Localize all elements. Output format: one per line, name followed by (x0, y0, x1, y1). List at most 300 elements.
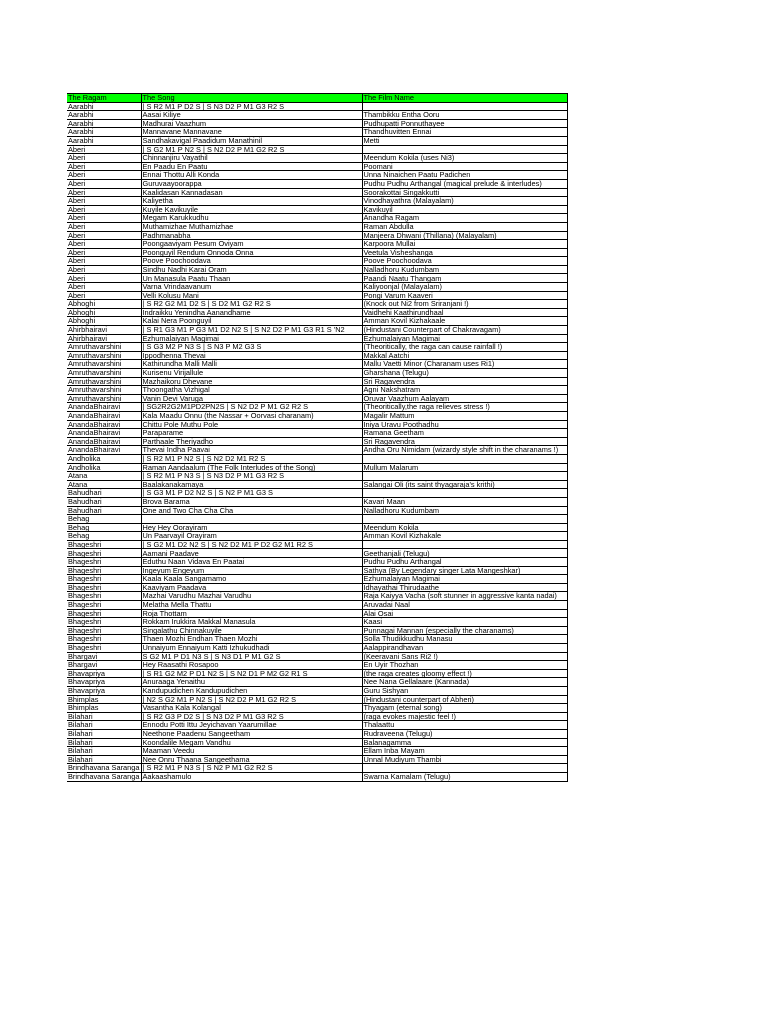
table-row (67, 179, 567, 188)
table-row (67, 437, 567, 446)
cell-ragam: Aberi (67, 162, 141, 171)
cell-film-name: Raja Kaiyya Vacha (soft stunner in aggressive kanta nadai) (362, 592, 567, 601)
cell-song: Brova Barama (141, 497, 362, 506)
header-row (67, 94, 567, 103)
cell-song: Thevai Indha Paavai (141, 446, 362, 455)
table-row (67, 463, 567, 472)
table-row (67, 377, 567, 386)
table-row (67, 583, 567, 592)
cell-song: Baalakanakamaya (141, 480, 362, 489)
cell-film-name (362, 102, 567, 111)
cell-song: Vasantha Kala Kolangal (141, 704, 362, 713)
cell-film-name: Punnagai Mannan (especially the charanams) (362, 626, 567, 635)
table-row (67, 205, 567, 214)
cell-song: Guruvaayoorappa (141, 179, 362, 188)
table-row (67, 343, 567, 352)
table-row (67, 472, 567, 481)
cell-ragam: Aberi (67, 145, 141, 154)
table-row (67, 497, 567, 506)
table-row (67, 635, 567, 644)
cell-song: | N2 S G2 M1 P N2 S | S N2 D2 P M1 G2 R2 S (141, 695, 362, 704)
cell-song: Kaala Kaala Sangamamo (141, 575, 362, 584)
table-row (67, 222, 567, 231)
cell-song: Ippodhenna Thevai (141, 351, 362, 360)
cell-ragam: Aberi (67, 154, 141, 163)
table-row (67, 601, 567, 610)
table-row (67, 549, 567, 558)
cell-ragam: Aberi (67, 257, 141, 266)
cell-film-name: Pudhu Pudhu Arthangal (362, 558, 567, 567)
cell-song: En Paadu En Paatu (141, 162, 362, 171)
cell-film-name: Karpoora Mullai (362, 240, 567, 249)
cell-song (141, 515, 362, 524)
cell-film-name: Nalladhoru Kudumbam (362, 506, 567, 515)
table-row (67, 326, 567, 335)
cell-song: Ezhumalaiyan Magimai (141, 334, 362, 343)
cell-song: Sindhu Nadhi Karai Oram (141, 265, 362, 274)
cell-ragam: Amruthavarshini (67, 360, 141, 369)
cell-song: | S R2 G2 M1 D2 S | S D2 M1 G2 R2 S (141, 300, 362, 309)
table-row (67, 480, 567, 489)
cell-ragam: Bhageshri (67, 566, 141, 575)
cell-song: | S G3 M1 P D2 N2 S | S N2 P M1 G3 S (141, 489, 362, 498)
table-row (67, 394, 567, 403)
cell-ragam: Amruthavarshini (67, 394, 141, 403)
table-row (67, 721, 567, 730)
cell-song: | S R1 G3 M1 P G3 M1 D2 N2 S | S N2 D2 P M1 G3 R1 S 'N2 (141, 326, 362, 335)
cell-ragam: Atana (67, 480, 141, 489)
cell-ragam: Bhargavi (67, 661, 141, 670)
cell-film-name: Kaasi (362, 618, 567, 627)
table-row (67, 411, 567, 420)
cell-song: | S R2 M1 P N2 S | S N2 D2 M1 R2 S (141, 454, 362, 463)
cell-song: Aakaashamulo (141, 772, 362, 781)
cell-ragam: Bhavapriya (67, 686, 141, 695)
cell-film-name: Nalladhoru Kudumbam (362, 265, 567, 274)
cell-film-name: Poove Poochoodava (362, 257, 567, 266)
cell-ragam: Bilahari (67, 747, 141, 756)
cell-ragam: Bhageshri (67, 618, 141, 627)
table-row (67, 248, 567, 257)
cell-song: Melatha Mella Thattu (141, 601, 362, 610)
cell-ragam: Aarabhi (67, 128, 141, 137)
cell-film-name: Paandi Naatu Thangam (362, 274, 567, 283)
table-row (67, 154, 567, 163)
cell-film-name: (Theoritically, the raga can cause rainfall !) (362, 343, 567, 352)
table-row (67, 729, 567, 738)
header-song: The Song (141, 94, 362, 103)
table-row (67, 772, 567, 781)
cell-film-name: Vinodhayathra (Malayalam) (362, 197, 567, 206)
cell-song: Mannavane Mannavane (141, 128, 362, 137)
cell-ragam: Bhageshri (67, 644, 141, 653)
cell-ragam: AnandaBhairavi (67, 446, 141, 455)
table-row (67, 515, 567, 524)
cell-song: Kandupudichen Kandupudichen (141, 686, 362, 695)
cell-ragam: Bhageshri (67, 609, 141, 618)
cell-song: Maaman Veedu (141, 747, 362, 756)
table-row (67, 403, 567, 412)
cell-film-name (362, 515, 567, 524)
cell-film-name (362, 540, 567, 549)
cell-ragam: Bhageshri (67, 635, 141, 644)
cell-song: Unnaiyum Ennaiyum Katti Izhukudhadi (141, 644, 362, 653)
table-row (67, 214, 567, 223)
cell-ragam: Aarabhi (67, 111, 141, 120)
table-row (67, 162, 567, 171)
cell-film-name: Magalir Mattum (362, 411, 567, 420)
cell-song: Velli Kolusu Mani (141, 291, 362, 300)
cell-song: Chittu Pole Muthu Pole (141, 420, 362, 429)
cell-ragam: Bhavapriya (67, 669, 141, 678)
cell-song: Megam Karukkudhu (141, 214, 362, 223)
table-row (67, 283, 567, 292)
cell-song: Raman Aandaalum (The Folk Interludes of the Song) (141, 463, 362, 472)
cell-film-name: Agni Nakshatram (362, 386, 567, 395)
cell-ragam: Bhageshri (67, 626, 141, 635)
table-row (67, 575, 567, 584)
table-row (67, 686, 567, 695)
table-row (67, 532, 567, 541)
cell-ragam: Aarabhi (67, 119, 141, 128)
cell-song: Parthaale Theriyadho (141, 437, 362, 446)
table-row (67, 712, 567, 721)
cell-ragam: Aarabhi (67, 136, 141, 145)
cell-film-name: Thambikku Entha Ooru (362, 111, 567, 120)
cell-song: Mazhaikoru Dhevane (141, 377, 362, 386)
cell-song: Mazhai Varudhu Mazhai Varudhu (141, 592, 362, 601)
cell-film-name: Manjeera Dhwani (Thillana) (Malayalam) (362, 231, 567, 240)
cell-film-name: Aalappirandhavan (362, 644, 567, 653)
table-row (67, 351, 567, 360)
cell-film-name: Iniya Uravu Poothadhu (362, 420, 567, 429)
cell-ragam: Aberi (67, 197, 141, 206)
cell-song: Sandhakavigal Paadidum Manathinil (141, 136, 362, 145)
cell-film-name: Geethanjali (Telugu) (362, 549, 567, 558)
cell-film-name: Amman Kovil Kizhakaale (362, 317, 567, 326)
cell-ragam: Aberi (67, 171, 141, 180)
cell-song: Aasai Kiliye (141, 111, 362, 120)
cell-film-name: Metti (362, 136, 567, 145)
table-row (67, 695, 567, 704)
cell-song: Ingeyum Engeyum (141, 566, 362, 575)
cell-ragam: AnandaBhairavi (67, 403, 141, 412)
cell-film-name: Kavikuyil (362, 205, 567, 214)
cell-ragam: Bhavapriya (67, 678, 141, 687)
cell-song: Singalathu Chinnakuyile (141, 626, 362, 635)
cell-ragam: Amruthavarshini (67, 343, 141, 352)
cell-song: | S R2 M1 P N3 S | S N2 P M1 G2 R2 S (141, 764, 362, 773)
table-row (67, 592, 567, 601)
cell-song: | S G2 M1 P N2 S | S N2 D2 P M1 G2 R2 S (141, 145, 362, 154)
cell-ragam: Aarabhi (67, 102, 141, 111)
cell-ragam: Aberi (67, 283, 141, 292)
cell-film-name: Vaidhehi Kaathirundhaal (362, 308, 567, 317)
cell-song: | SG2R2G2M1PD2PN2S | S N2 D2 P M1 G2 R2 S (141, 403, 362, 412)
cell-ragam: Behag (67, 523, 141, 532)
table-row (67, 171, 567, 180)
cell-ragam: Ahirbhairavi (67, 334, 141, 343)
cell-ragam: Bhargavi (67, 652, 141, 661)
cell-film-name (362, 472, 567, 481)
table-row (67, 274, 567, 283)
cell-ragam: Aberi (67, 231, 141, 240)
cell-ragam: Amruthavarshini (67, 386, 141, 395)
cell-ragam: Bhageshri (67, 583, 141, 592)
cell-song: Kaalidasan Kannadasan (141, 188, 362, 197)
table-row (67, 197, 567, 206)
cell-film-name: Sathya (By Legendary singer Lata Mangeshkar) (362, 566, 567, 575)
cell-film-name: (the raga creates gloomy effect !) (362, 669, 567, 678)
cell-song: Kathirundha Malli Malli (141, 360, 362, 369)
cell-ragam: Bhageshri (67, 540, 141, 549)
ragam-song-table (67, 93, 568, 782)
table-row (67, 300, 567, 309)
cell-ragam: AnandaBhairavi (67, 437, 141, 446)
table-row (67, 111, 567, 120)
cell-ragam: Bahudhari (67, 489, 141, 498)
cell-song: Anuraaga Yenaithu (141, 678, 362, 687)
cell-film-name: Oruvar Vaazhum Aalayam (362, 394, 567, 403)
table-row (67, 764, 567, 773)
cell-ragam: Bhageshri (67, 549, 141, 558)
table-row (67, 291, 567, 300)
cell-ragam: AnandaBhairavi (67, 420, 141, 429)
cell-ragam: AnandaBhairavi (67, 429, 141, 438)
cell-film-name: Unnal Mudiyum Thambi (362, 755, 567, 764)
table-row (67, 618, 567, 627)
cell-ragam: Bhimplas (67, 704, 141, 713)
cell-film-name: Makkal Aatchi (362, 351, 567, 360)
cell-song: | S R2 M1 P N3 S | S N3 D2 P M1 G3 R2 S (141, 472, 362, 481)
cell-film-name: Unna Ninaichen Paatu Padichen (362, 171, 567, 180)
cell-ragam: Bhageshri (67, 592, 141, 601)
cell-song: Poonguyil Rendum Onnoda Onna (141, 248, 362, 257)
cell-ragam: Bilahari (67, 712, 141, 721)
cell-film-name: Sri Ragavendra (362, 377, 567, 386)
header-film-name: The Film Name (362, 94, 567, 103)
header-ragam: The Ragam (67, 94, 141, 103)
cell-song: Vanin Devi Varuga (141, 394, 362, 403)
table-row (67, 609, 567, 618)
cell-film-name: Anandha Ragam (362, 214, 567, 223)
cell-film-name: Kavari Maan (362, 497, 567, 506)
cell-film-name: (Hindustani Counterpart of Chakravagam) (362, 326, 567, 335)
cell-ragam: Amruthavarshini (67, 369, 141, 378)
cell-film-name: Ezhumalaiyan Magimai (362, 334, 567, 343)
cell-film-name: Guru Sishyan (362, 686, 567, 695)
table-row (67, 652, 567, 661)
cell-film-name: Balanagamma (362, 738, 567, 747)
cell-film-name: Andha Oru Nimidam (wizardy style shift in the charanams !) (362, 446, 567, 455)
cell-song: S G2 M1 P D1 N3 S | S N3 D1 P M1 G2 S (141, 652, 362, 661)
cell-ragam: Aberi (67, 179, 141, 188)
cell-film-name: Pudhupatti Ponnuthayee (362, 119, 567, 128)
cell-song: Muthamizhae Muthamizhae (141, 222, 362, 231)
cell-ragam: Aberi (67, 274, 141, 283)
cell-ragam: Bhageshri (67, 575, 141, 584)
cell-song: Thoongatha Vizhigal (141, 386, 362, 395)
cell-song: | S R2 M1 P D2 S | S N3 D2 P M1 G3 R2 S (141, 102, 362, 111)
table-row (67, 188, 567, 197)
cell-film-name: Kaliyoonjal (Malayalam) (362, 283, 567, 292)
cell-song: Varna Vrindaavanum (141, 283, 362, 292)
table-row (67, 369, 567, 378)
cell-film-name: (raga evokes majestic feel !) (362, 712, 567, 721)
cell-ragam: Bilahari (67, 729, 141, 738)
cell-ragam: Aberi (67, 214, 141, 223)
cell-ragam: Behag (67, 532, 141, 541)
cell-ragam: Bilahari (67, 721, 141, 730)
cell-song: Ennodu Potti Ittu Jeyichavan Yaarumillae (141, 721, 362, 730)
cell-film-name: (Keeravani Sans Ri2 !) (362, 652, 567, 661)
table-row (67, 454, 567, 463)
cell-film-name: Raman Abdulla (362, 222, 567, 231)
cell-ragam: Aberi (67, 222, 141, 231)
table-row (67, 119, 567, 128)
cell-ragam: Behag (67, 515, 141, 524)
table-row (67, 136, 567, 145)
table-body (67, 102, 567, 781)
table-row (67, 446, 567, 455)
cell-film-name: Aruvadai Naal (362, 601, 567, 610)
cell-song: Madhurai Vaazhum (141, 119, 362, 128)
cell-ragam: Andholika (67, 454, 141, 463)
table-row (67, 231, 567, 240)
cell-song: Padhmanabha (141, 231, 362, 240)
cell-ragam: Atana (67, 472, 141, 481)
cell-ragam: Brindhavana Saranga (68, 763, 140, 773)
cell-film-name: Mullum Malarum (362, 463, 567, 472)
cell-ragam: Andholika (67, 463, 141, 472)
table-row (67, 506, 567, 515)
cell-film-name: En Uyir Thozhan (362, 661, 567, 670)
cell-film-name (362, 489, 567, 498)
cell-song: | S R1 G2 M2 P D1 N2 S | S N2 D1 P M2 G2 R1 S (141, 669, 362, 678)
cell-song: Roja Thottam (141, 609, 362, 618)
cell-song: Rokkam Irukkira Makkal Manasula (141, 618, 362, 627)
cell-ragam: Amruthavarshini (67, 377, 141, 386)
cell-film-name: Amman Kovil Kizhakale (362, 532, 567, 541)
table-row (67, 145, 567, 154)
cell-song: Indraikku Yenindha Aanandhame (141, 308, 362, 317)
cell-song: Koondalile Megam Vandhu (141, 738, 362, 747)
cell-film-name: Thalaattu (362, 721, 567, 730)
cell-song: Poongaaviyam Pesum Oviyam (141, 240, 362, 249)
cell-ragam: Brindhavana Saranga (68, 772, 140, 781)
cell-ragam: Abhoghi (67, 300, 141, 309)
cell-ragam: Aberi (67, 205, 141, 214)
cell-song: Thaen Mozhi Endhan Thaen Mozhi (141, 635, 362, 644)
table-row (67, 747, 567, 756)
table-row (67, 489, 567, 498)
cell-ragam: Ahirbhairavi (67, 326, 141, 335)
cell-song: Chinnanjiru Vayathil (141, 154, 362, 163)
table-row (67, 386, 567, 395)
cell-film-name: Mallu Vaetti Minor (Charanam uses Ri1) (362, 360, 567, 369)
table-row (67, 755, 567, 764)
cell-ragam: Bhimplas (67, 695, 141, 704)
cell-song: | S G3 M2 P N3 S | S N3 P M2 G3 S (141, 343, 362, 352)
cell-ragam: Abhoghi (67, 317, 141, 326)
cell-ragam: Bahudhari (67, 506, 141, 515)
table-row (67, 308, 567, 317)
table-row (67, 540, 567, 549)
cell-song: Un Paarvayil Orayiram (141, 532, 362, 541)
cell-ragam: Amruthavarshini (67, 351, 141, 360)
cell-film-name: Salangai Oli (its saint thyagaraja's krithi) (362, 480, 567, 489)
cell-film-name: Poomani (362, 162, 567, 171)
table-row (67, 128, 567, 137)
cell-film-name: Swarna Kamalam (Telugu) (362, 772, 567, 781)
cell-film-name: Veetula Visheshanga (362, 248, 567, 257)
cell-ragam: Bhageshri (67, 558, 141, 567)
table-row (67, 704, 567, 713)
cell-film-name: Soorakottai Singakkutti (362, 188, 567, 197)
table-row (67, 558, 567, 567)
cell-song: One and Two Cha Cha Cha (141, 506, 362, 515)
table-row (67, 644, 567, 653)
cell-film-name: Pudhu Pudhu Arthangal (magical prelude & interludes) (362, 179, 567, 188)
table-row (67, 523, 567, 532)
table-row (67, 626, 567, 635)
table-row (67, 257, 567, 266)
cell-film-name: Gharshana (Telugu) (362, 369, 567, 378)
cell-song: | S R2 G3 P D2 S | S N3 D2 P M1 G3 R2 S (141, 712, 362, 721)
cell-song: Hey Hey Oorayiram (141, 523, 362, 532)
cell-song: Kuyile Kavikuyile (141, 205, 362, 214)
cell-film-name: Rudraveena (Telugu) (362, 729, 567, 738)
cell-song: Kala Maadu Onnu (the Nassar + Oorvasi charanam) (141, 411, 362, 420)
cell-film-name: Ellam Inba Mayam (362, 747, 567, 756)
cell-film-name: Alai Osai (362, 609, 567, 618)
cell-song: | S G2 M1 D2 N2 S | S N2 D2 M1 P D2 G2 M1 R2 S (141, 540, 362, 549)
cell-film-name: Solla Thudikkudhu Manasu (362, 635, 567, 644)
cell-film-name: Meendum Kokila (362, 523, 567, 532)
cell-ragam: Aberi (67, 291, 141, 300)
cell-film-name: Nee Nana Gellalaare (Kannada) (362, 678, 567, 687)
cell-film-name: (Hindustani counterpart of Abheri) (362, 695, 567, 704)
cell-film-name (362, 764, 567, 773)
table-row (67, 265, 567, 274)
cell-film-name: Pongi Varum Kaaveri (362, 291, 567, 300)
cell-song: Neethone Paadenu Sangeetham (141, 729, 362, 738)
cell-ragam: Abhoghi (67, 308, 141, 317)
table-row (67, 240, 567, 249)
cell-film-name: Ramana Geetham (362, 429, 567, 438)
table-row (67, 360, 567, 369)
cell-ragam: Bahudhari (67, 497, 141, 506)
cell-film-name: (Knock out Ni2 from Sriranjani !) (362, 300, 567, 309)
cell-ragam: Bilahari (67, 755, 141, 764)
cell-ragam: Aberi (67, 248, 141, 257)
cell-song: Kurisenu Virijallule (141, 369, 362, 378)
table-row (67, 678, 567, 687)
cell-ragam: Aberi (67, 265, 141, 274)
cell-song: Un Manasula Paatu Thaan (141, 274, 362, 283)
table-row (67, 317, 567, 326)
cell-song: Kalai Nera Poonguyil (141, 317, 362, 326)
cell-song: Hey Raasathi Rosapoo (141, 661, 362, 670)
cell-ragam: Aberi (67, 188, 141, 197)
table-row (67, 420, 567, 429)
cell-song: Kaaviyam Paadava (141, 583, 362, 592)
table-row (67, 738, 567, 747)
cell-song: Poove Poochoodava (141, 257, 362, 266)
cell-ragam: Aberi (67, 240, 141, 249)
cell-film-name: Ezhumalaiyan Magimai (362, 575, 567, 584)
table-row (67, 566, 567, 575)
